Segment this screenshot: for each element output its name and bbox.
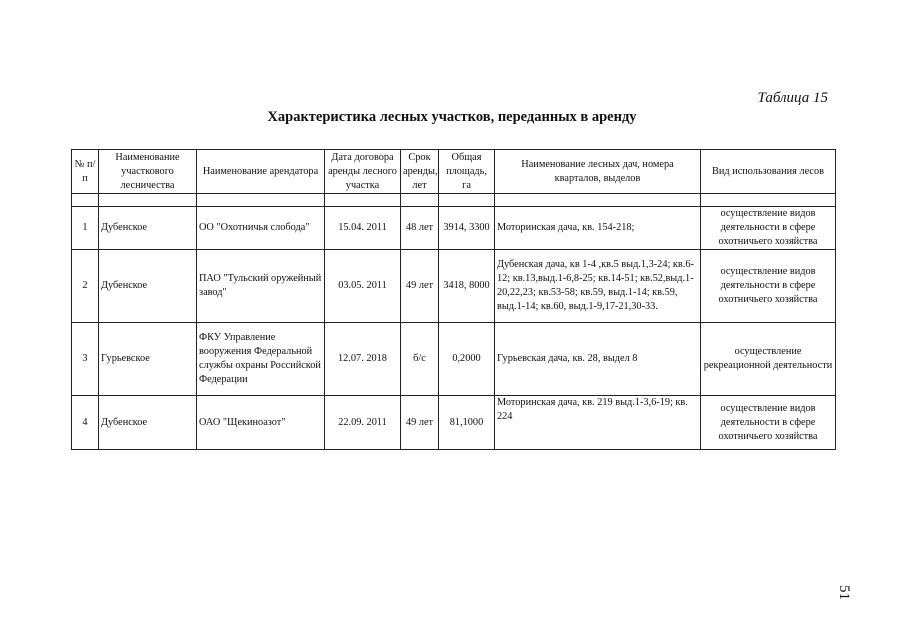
forest-use-type-cell: осуществление видов деятельности в сфере охотничьего хозяйства xyxy=(701,207,836,250)
contract-date-cell: 12.07. 2018 xyxy=(325,323,401,396)
tenant-cell: ОО "Охотничья слобода" xyxy=(197,207,325,250)
column-header-tenant: Наименование арендатора xyxy=(197,150,325,194)
forest-quarters-cell: Гурьевская дача, кв. 28, выдел 8 xyxy=(495,323,701,396)
table-row xyxy=(72,323,836,396)
forest-use-type-cell: осуществление видов деятельности в сфере охотничьего хозяйства xyxy=(701,250,836,323)
total-area-cell: 3418, 8000 xyxy=(439,250,495,323)
table-row xyxy=(72,250,836,323)
forestry-cell: Дубенское xyxy=(99,250,197,323)
table-spacer-row xyxy=(72,194,836,207)
row-number-cell: 1 xyxy=(72,207,99,250)
column-header-forest-use-type: Вид использования лесов xyxy=(701,150,836,194)
column-header-contract-date: Дата договора аренды лесного участка xyxy=(325,150,401,194)
row-number-cell: 4 xyxy=(72,396,99,450)
total-area-cell: 81,1000 xyxy=(439,396,495,450)
tenant-cell: ПАО "Тульский оружейный завод" xyxy=(197,250,325,323)
contract-date-cell: 15.04. 2011 xyxy=(325,207,401,250)
forest-use-type-cell: осуществление видов деятельности в сфере охотничьего хозяйства xyxy=(701,396,836,450)
column-header-total-area: Общая площадь, га xyxy=(439,150,495,194)
page-number: 51 xyxy=(836,585,852,600)
lease-table xyxy=(71,149,836,450)
lease-term-cell: 48 лет xyxy=(401,207,439,250)
forestry-cell: Дубенское xyxy=(99,396,197,450)
total-area-cell: 3914, 3300 xyxy=(439,207,495,250)
document-title: Характеристика лесных участков, переданных в аренду xyxy=(267,109,637,125)
forest-quarters-cell: Дубенская дача, кв 1-4 ,кв.5 выд.1,3-24; кв.6-12; кв.13,выд.1-6,8-25; кв.14-51; кв.52,выд.1-20,22,23; кв.53-58; кв.59, выд.1-14; кв.59, выд.1-14; кв.60, выд.1-9,17-21,30-33. xyxy=(495,250,701,323)
forestry-cell: Дубенское xyxy=(99,207,197,250)
contract-date-cell: 03.05. 2011 xyxy=(325,250,401,323)
column-header-number: № п/п xyxy=(72,150,99,194)
table-row xyxy=(72,207,836,250)
forest-quarters-cell: Моторинская дача, кв. 154-218; xyxy=(495,207,701,250)
column-header-forest-quarters: Наименование лесных дач, номера кварталов, выделов xyxy=(495,150,701,194)
lease-term-cell: 49 лет xyxy=(401,250,439,323)
tenant-cell: ОАО "Щекиноазот" xyxy=(197,396,325,450)
table-row xyxy=(72,396,836,450)
column-header-lease-term: Срок аренды, лет xyxy=(401,150,439,194)
total-area-cell: 0,2000 xyxy=(439,323,495,396)
lease-term-cell: б/с xyxy=(401,323,439,396)
row-number-cell: 2 xyxy=(72,250,99,323)
forestry-cell: Гурьевское xyxy=(99,323,197,396)
forest-quarters-cell: Моторинская дача, кв. 219 выд.1-3,6-19; кв. 224 xyxy=(495,396,701,450)
contract-date-cell: 22.09. 2011 xyxy=(325,396,401,450)
table-number-label: Таблица 15 xyxy=(757,90,828,106)
row-number-cell: 3 xyxy=(72,323,99,396)
lease-term-cell: 49 лет xyxy=(401,396,439,450)
tenant-cell: ФКУ Управление вооружения Федеральной службы охраны Российской Федерации xyxy=(197,323,325,396)
column-header-forestry: Наименование участкового лесничества xyxy=(99,150,197,194)
table-header-row xyxy=(72,150,836,194)
forest-use-type-cell: осуществление рекреационной деятельности xyxy=(701,323,836,396)
